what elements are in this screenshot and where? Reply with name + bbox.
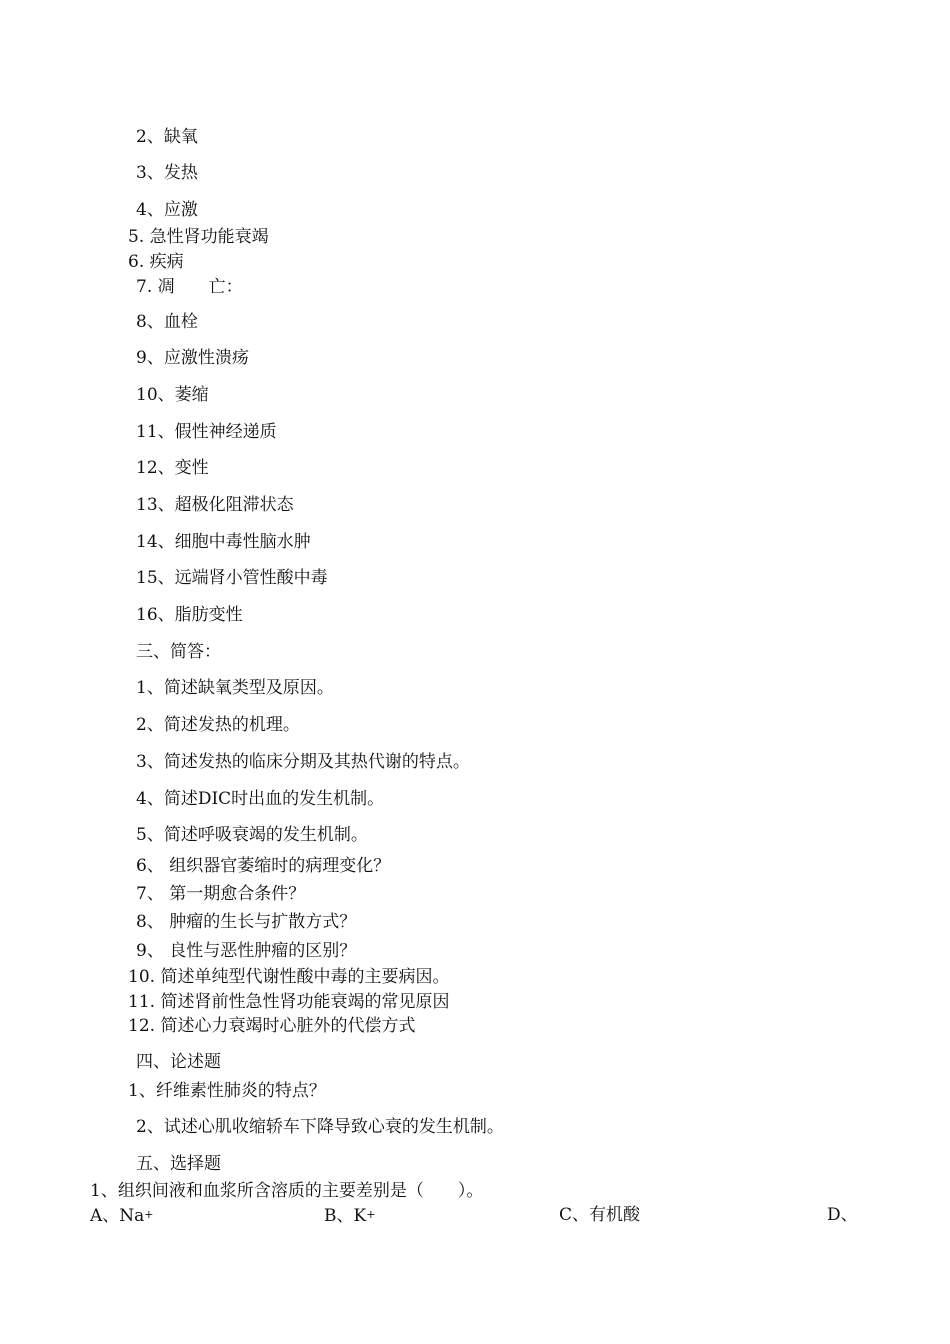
term-item: 4、应激: [136, 200, 198, 220]
option-b: B、K+: [324, 1206, 376, 1226]
section-heading: 三、简答：: [136, 642, 221, 662]
term-item: 16、脂肪变性: [136, 605, 243, 625]
section-heading: 五、选择题: [136, 1154, 221, 1174]
essay-item: 2、试述心肌收缩轿车下降导致心衰的发生机制。: [136, 1117, 504, 1137]
question-item: 9、 良性与恶性肿瘤的区别？: [136, 941, 357, 961]
term-item: 6. 疾病: [128, 252, 184, 272]
question-item: 3、简述发热的临床分期及其热代谢的特点。: [136, 752, 470, 772]
term-item: 13、超极化阻滞状态: [136, 495, 294, 515]
question-item: 2、简述发热的机理。: [136, 715, 300, 735]
option-d: D、: [827, 1205, 858, 1225]
question-item: 7、 第一期愈合条件？: [136, 884, 306, 904]
term-item: 2、缺氧: [136, 127, 198, 147]
option-a: A、Na+: [90, 1206, 154, 1226]
term-item: 12、变性: [136, 458, 209, 478]
question-item: 10. 简述单纯型代谢性酸中毒的主要病因。: [128, 967, 450, 987]
question-item: 8、 肿瘤的生长与扩散方式？: [136, 912, 357, 932]
question-item: 4、简述DIC时出血的发生机制。: [136, 789, 385, 809]
term-item: 5. 急性肾功能衰竭: [128, 227, 269, 247]
essay-item: 1、纤维素性肺炎的特点？: [128, 1081, 326, 1101]
term-item: 14、细胞中毒性脑水肿: [136, 532, 311, 552]
question-item: 5、简述呼吸衰竭的发生机制。: [136, 825, 368, 845]
question-item: 1、简述缺氧类型及原因。: [136, 678, 334, 698]
term-item: 11、假性神经递质: [136, 422, 277, 442]
term-item: 9、应激性溃疡: [136, 348, 249, 368]
term-item: 15、远端肾小管性酸中毒: [136, 568, 328, 588]
question-item: 12. 简述心力衰竭时心脏外的代偿方式: [128, 1016, 416, 1036]
term-item: 3、发热: [136, 163, 198, 183]
question-item: 11. 简述肾前性急性肾功能衰竭的常见原因: [128, 992, 450, 1012]
term-item: 10、萎缩: [136, 385, 209, 405]
term-item: 8、血栓: [136, 312, 198, 332]
question-item: 6、 组织器官萎缩时的病理变化？: [136, 856, 391, 876]
section-heading: 四、论述题: [136, 1052, 221, 1072]
option-c: C、有机酸: [559, 1205, 641, 1225]
mc-question: 1、组织间液和血浆所含溶质的主要差别是（ ）。: [90, 1181, 484, 1201]
term-item: 7. 凋 亡：: [136, 277, 243, 297]
